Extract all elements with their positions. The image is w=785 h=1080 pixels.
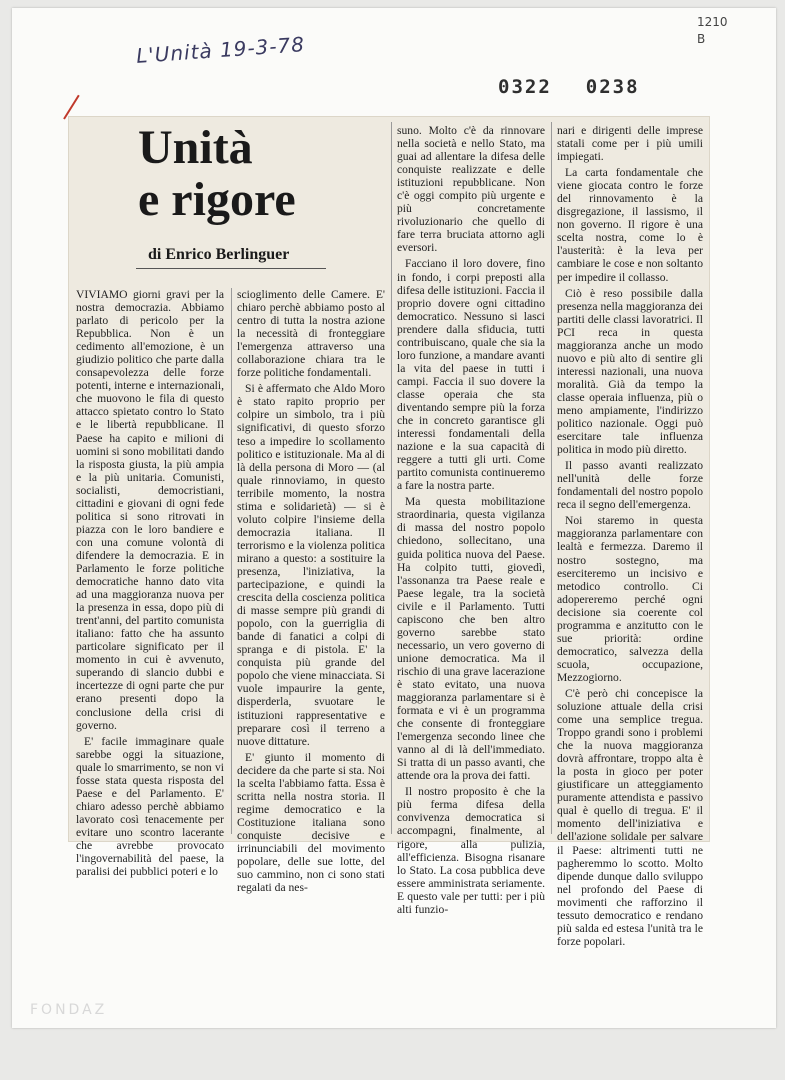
paragraph: C'è però chi concepisce la soluzione attuale della crisi come una semplice tregua. Troppo grandi sono i problemi che la nuova maggioranza dovrà affrontare, troppo alta è la posta in gioco per poter giustificare un atteggiamento puramente attendista e passivo qual è quello di tregua. E' il momento dell'iniziativa e dell'azione solidale per salvare il Paese: altrimenti tutti ne pagheremmo lo scotto. Molto dipende dunque dallo sviluppo nel profondo del Paese di movimenti che rafforzino il tessuto democratico e rendano più salda ed estesa l'unità tra le forze popolari.	[557, 686, 703, 948]
stamp-number-right: 0238	[585, 76, 640, 98]
paragraph: E' giunto il momento di decidere da che parte si sta. Noi la scelta l'abbiamo fatta. Essa è scritta nella nostra storia. Il regime democratico e la Costituzione italiana sono conquiste decisive e irrinunciabili del movimento popolare, delle sue lotte, del suo cammino, non ci sono stati regalati da nes-	[237, 750, 385, 895]
column-rule	[231, 288, 232, 834]
paragraph: Il nostro proposito è che la più ferma difesa della convivenza democratica si accompagni, finalmente, al rigore, alla pulizia, all'efficienza. Bisogna risanare lo Stato. La cosa pubblica deve essere amministrata seriamente. E questo vale per tutti: per i più alti funzio-	[397, 785, 545, 916]
paragraph: VIVIAMO giorni gravi per la nostra democrazia. Abbiamo parlato di pericolo per la Repubblica. Non è un cedimento all'emozione, è un giudizio politico che parte dalla consapevolezza delle forze potenti, interne e internazionali, che muovono le fila di questo attacco spietato contro lo Stato e le libertà repubblicane. Il Paese ha capito e milioni di uomini si sono mobilitati dando la risposta giusta, la più ampia e la più unitaria. Comunisti, socialisti, democristiani, cittadini e giovani di ogni fede politica si sono ritrovati in piazza con le loro bandiere e con una comune volontà di difendere la democrazia. E in Parlamento le forze politiche democratiche hanno dato vita ad una maggioranza nuova per la presenza in essa, dopo più di trent'anni, del partito comunista italiano: fatto che ha assunto particolare significato per il momento in cui è avvenuto, superando di slancio dubbi e incertezze di ogni parte che pur erano presenti dopo la conclusione della crisi di governo.	[76, 288, 224, 732]
paragraph: Facciano il loro dovere, fino in fondo, i corpi preposti alla difesa delle istituzioni. Faccia il proprio dovere ogni cittadino democratico. Nessuno si lasci prendere dalla sfiducia, tutti contribuiscano, quale che sia la loro funzione, a mandare avanti la vita del paese in tutti i campi. Faccia il suo dovere la classe operaia che sta diventando sempre più la forza che in concreto garantisce gli interessi fondamentali della nazione e la sua capacità di reggere a tutti gli urti. Come partito comunista continueremo a fare la nostra parte.	[397, 257, 545, 493]
paragraph: Si è affermato che Aldo Moro è stato rapito proprio per colpire un simbolo, tra i più significativi, di questo sforzo teso a impedire lo scollamento politico e istituzionale. Ma al di là della persona di Moro — (al quale rinnoviamo, in questo terribile momento, la nostra stima e solidarietà) — si è voluto colpire l'insieme della democrazia italiana. Il terrorismo e la violenza politica mirano a questo: a sostituire la presenza, l'iniziativa, la partecipazione, e quindi la crescita della coscienza politica di masse sempre più grandi di popolo, con la guerriglia di bande di fanatici a colpi di spranga e di pistola. E' la conquista più grande del popolo che viene minacciata. Si vuole impaurire la gente, disperderla, svuotare le istituzioni rappresentative e preparare così il terreno a nuove dittature.	[237, 382, 385, 748]
article-column-4	[557, 124, 703, 948]
corner-archive-note	[697, 14, 728, 48]
corner-note-number: 1210	[697, 15, 728, 29]
article-title	[138, 121, 296, 226]
paragraph: E' facile immaginare quale sarebbe oggi la situazione, quale lo smarrimento, se non vi fosse stata questa risposta del Paese e del Parlamento. E' chiaro adesso perchè abbiamo lavorato così tenacemente per evitare uno scontro lacerante che avrebbe provocato l'ingovernabilità del paese, la paralisi dei pubblici poteri e lo	[76, 734, 224, 879]
column-rule	[391, 122, 392, 834]
article-column-1	[76, 288, 224, 878]
stamp-number-left: 0322	[498, 76, 552, 98]
handwritten-date-note: L'Unità 19-3-78	[135, 32, 306, 68]
title-line-2: e rigore	[138, 173, 296, 226]
column-rule	[551, 122, 552, 834]
archive-watermark: FONDAZ	[30, 1002, 108, 1018]
paragraph: Ma questa mobilitazione straordinaria, questa vigilanza di massa del nostro popolo chiedono, sollecitano, una guida politica nuova del Paese. Ha colpito tutti, giovedì, l'assonanza tra Paese reale e Paese legale, tra la società civile e il Parlamento. Tutti capiscono che ben altro governo sarebbe stato necessario, un vero governo di unione democratica. Ma il rischio di una grave lacerazione è stato evitato, una nuova maggioranza parlamentare si è formata e vi è un programma che consente di fronteggiare l'emergenza secondo linee che vanno al di là dell'immediato. Si tratta di un passo avanti, che attende ora la prova dei fatti.	[397, 495, 545, 783]
paragraph: nari e dirigenti delle imprese statali come per i più umili impiegati.	[557, 124, 703, 164]
byline-rule	[136, 268, 326, 269]
paragraph: suno. Molto c'è da rinnovare nella società e nello Stato, ma guai ad allentare la difesa delle conquiste realizzate e delle istituzioni repubblicane. Non c'è oggi compito più urgente e più concretamente rivoluzionario che quello di fare terra bruciata attorno agli eversori.	[397, 124, 545, 255]
paragraph: La carta fondamentale che viene giocata contro le forze del rinnovamento è la disgregazione, il lassismo, il non governo. Il rigore è una scelta nostra, come lo è l'austerità: è la leva per cambiare le cose e non soltanto per impedire il collasso.	[557, 166, 703, 284]
corner-note-letter: B	[697, 32, 706, 46]
paragraph: Noi staremo in questa maggioranza parlamentare con lealtà e fermezza. Daremo il nostro sostegno, ma eserciteremo un incisivo e metodico controllo. Ci adopereremo perché ogni decisione sia coerente col programma e anzitutto con le sue priorità: ordine democratico, salvezza della scuola, occupazione, Mezzogiorno.	[557, 514, 703, 684]
article-column-3	[397, 124, 545, 916]
paragraph: Il passo avanti realizzato nell'unità delle forze fondamentali del nostro popolo reca il segno dell'emergenza.	[557, 459, 703, 512]
paragraph: scioglimento delle Camere. E' chiaro perchè abbiamo posto al centro di tutta la nostra azione la necessità di fronteggiare l'emergenza attraverso una collaborazione chiara tra le forze politiche fondamentali.	[237, 288, 385, 380]
article-byline: di Enrico Berlinguer	[148, 246, 290, 263]
article-column-2	[237, 288, 385, 894]
title-line-1: Unità	[138, 121, 253, 174]
paragraph: Ciò è reso possibile dalla presenza nella maggioranza dei partiti delle classi lavoratrici. Il PCI reca in questa maggioranza anche un modo nuovo e più alto di sentire gli interessi nazionali, una nuova moralità. Già da tempo la classe operaia influenza, più o meno ampiamente, l'indirizzo politico nazionale. Oggi può esercitare tale influenza politica in modo più diretto.	[557, 286, 703, 457]
archive-stamp-numbers	[498, 76, 674, 98]
